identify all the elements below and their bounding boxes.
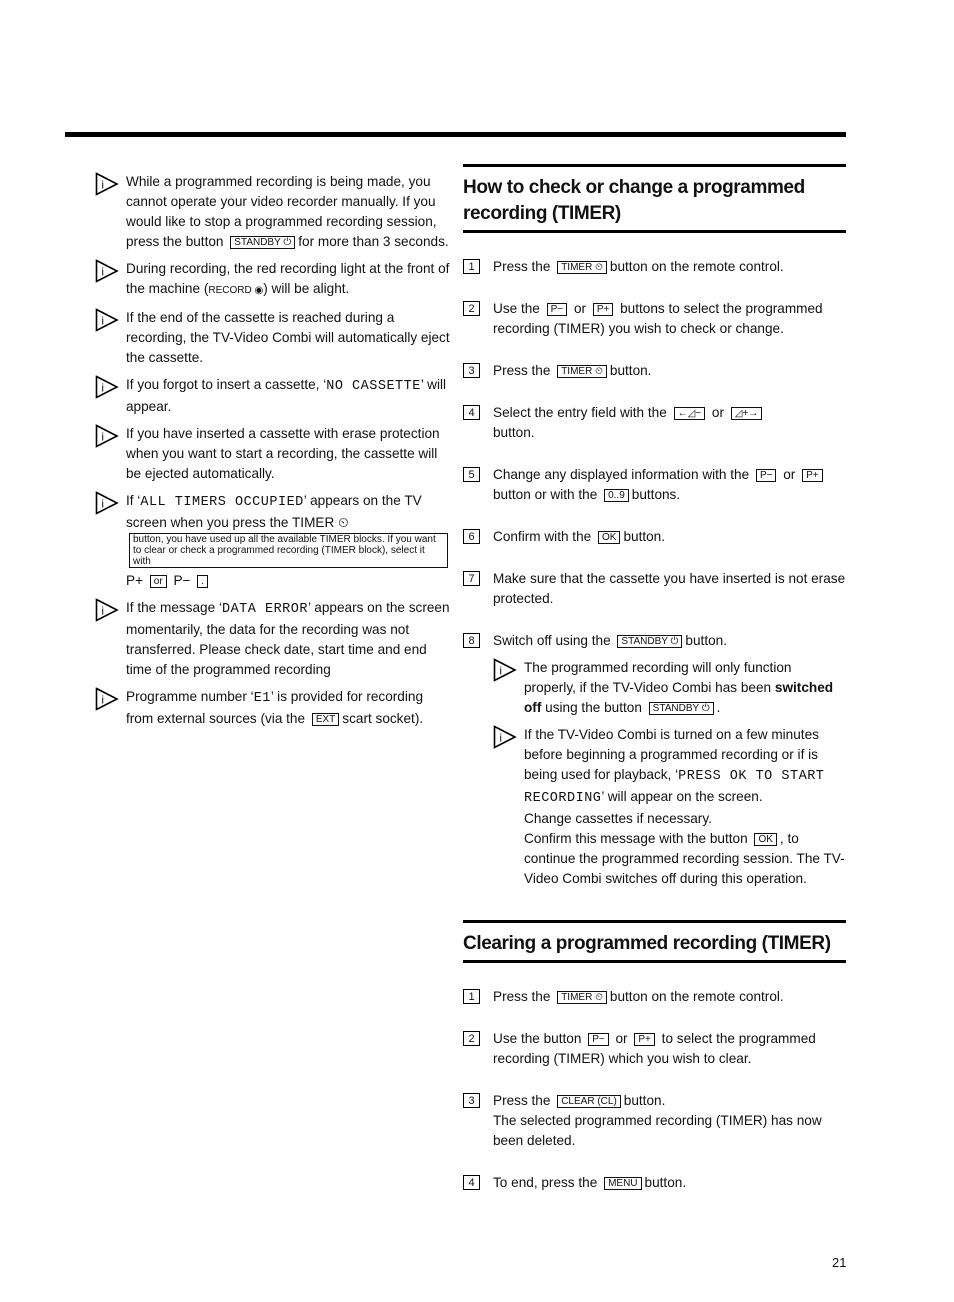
svg-text:i: i [101,605,104,618]
svg-text:i: i [101,694,104,707]
step: 3 Press the TIMER ⏲ button. [463,361,846,381]
p-minus-button: P− [588,1033,609,1046]
info-icon [95,308,119,332]
clear-button: CLEAR (CL) [557,1095,621,1108]
step: 6 Confirm with the OK button. [463,527,846,547]
timer-button: TIMER ⏲ [557,991,607,1004]
info-note: i While a programmed recording is being made, you cannot operate your video recorder manually. If you would like to stop a programmed recording session, press the button STANDBY ⏻ for more than 3 seconds. [95,172,451,252]
step: 2 Use the P− or P+ buttons to select the programmed recording (TIMER) you wish to check or change. [463,299,846,339]
menu-button: MENU [604,1177,641,1190]
p-plus-button: or [150,575,167,588]
section-title-check-timer: How to check or change a programmed recording (TIMER) [463,164,846,233]
step: 1 Press the TIMER ⏲ button on the remote control. [463,257,846,277]
steps-clear-timer [463,987,846,1193]
svg-text:i: i [101,266,104,279]
page-number: 21 [832,1255,847,1270]
info-icon [493,658,517,682]
standby-button: STANDBY ⏻ [230,236,295,249]
svg-text:i: i [101,431,104,444]
info-icon [95,172,119,196]
ok-button: OK [598,531,620,544]
step: 7 Make sure that the cassette you have inserted is not erase protected. [463,569,846,609]
step: 2 Use the button P− or P+ to select the programmed recording (TIMER) which you wish to clear. [463,1029,846,1069]
info-note: i If the message ‘DATA ERROR’ appears on the screen momentarily, the data for the recording was not transferred. Please check date, start time and end time of the programmed recording [95,598,451,680]
info-icon [95,598,119,622]
digit-buttons: 0..9 [604,489,629,502]
step: 1 Press the TIMER ⏲ button on the remote control. [463,987,846,1007]
field-left-button: ←◿− [674,407,706,420]
step: 3 Press the CLEAR (CL) button. The selected programmed recording (TIMER) has now been deleted. [463,1091,846,1151]
steps-check-timer [463,257,846,889]
step: 4 To end, press the MENU button. [463,1173,846,1193]
info-note: i If the TV-Video Combi is turned on a few minutes before beginning a programmed recording or if is being used for playback, ‘PRESS OK TO START RECORDING’ will appear on the screen. Change cassettes if necessary. Confirm this message with the button OK , to continue the programmed recording session. The TV-Video Combi switches off during this operation. [493,725,846,889]
info-note: i During recording, the red recording light at the front of the machine (RECORD ◉) will be alight. [95,259,451,301]
field-right-button: ◿+→ [731,407,763,420]
svg-text:i: i [101,382,104,395]
standby-button: STANDBY ⏻ [649,702,714,715]
info-icon [95,259,119,283]
svg-text:i: i [499,665,502,678]
left-column [95,172,451,736]
info-note: i If the end of the cassette is reached during a recording, the TV-Video Combi will automatically eject the cassette. [95,308,451,368]
info-note: i If ‘ALL TIMERS OCCUPIED’ appears on the TV screen when you press the TIMER ⏲ button, you have used up all the available TIMER blocks. If you want to clear or check a programmed recording (TIMER block), select it with P+ or P− . [95,491,451,591]
p-plus-button: P+ [802,469,823,482]
ok-button: OK [754,833,776,846]
info-note: i If you have inserted a cassette with erase protection when you want to start a recording, the cassette will be ejected automatically. [95,424,451,484]
p-minus-button: . [197,575,208,588]
svg-text:i: i [101,498,104,511]
p-minus-button: P− [756,469,777,482]
timer-button: TIMER ⏲ [557,365,607,378]
step: 4 Select the entry field with the ←◿− or ◿+→ button. [463,403,846,443]
info-icon [493,725,517,749]
info-note: i If you forgot to insert a cassette, ‘NO CASSETTE’ will appear. [95,375,451,417]
step: 8 Switch off using the STANDBY ⏻ button. i The programmed recording will only function properly, if the TV-Video Combi has been switched off using the button STANDBY ⏻ . i If the TV-Video Combi is turned on a few minutes before beginning a programmed recording or if is being used for playback, ‘PRESS OK TO START RECORDING’ will appear on the screen. Change cassettes if necessary. Confirm this message with the button OK , to continue the programmed recording session. The TV-Video Combi switches off during this operation. [463,631,846,889]
p-plus-button: P+ [634,1033,655,1046]
svg-text:i: i [499,732,502,745]
info-icon [95,491,119,515]
top-rule [65,132,846,137]
info-icon [95,375,119,399]
standby-button: STANDBY ⏻ [617,635,682,648]
p-plus-button: P+ [593,303,614,316]
record-label: RECORD ◉ [208,285,264,296]
section-title-clear-timer: Clearing a programmed recording (TIMER) [463,920,846,963]
info-note: i Programme number ‘E1’ is provided for recording from external sources (via the EXT scart socket). [95,687,451,729]
timer-button: TIMER ⏲ [557,261,607,274]
p-minus-button: P− [547,303,568,316]
right-column [463,164,846,1193]
step: 5 Change any displayed information with the P− or P+ button or with the 0..9 buttons. [463,465,846,505]
ext-button: EXT [312,713,339,726]
info-icon [95,687,119,711]
info-icon [95,424,119,448]
timer-button: button, you have used up all the available TIMER blocks. If you want to clear or check a programmed recording (TIMER block), select it with [129,533,448,568]
svg-text:i: i [101,179,104,192]
info-note: i The programmed recording will only function properly, if the TV-Video Combi has been switched off using the button STANDBY ⏻ . [493,658,846,718]
svg-text:i: i [101,315,104,328]
